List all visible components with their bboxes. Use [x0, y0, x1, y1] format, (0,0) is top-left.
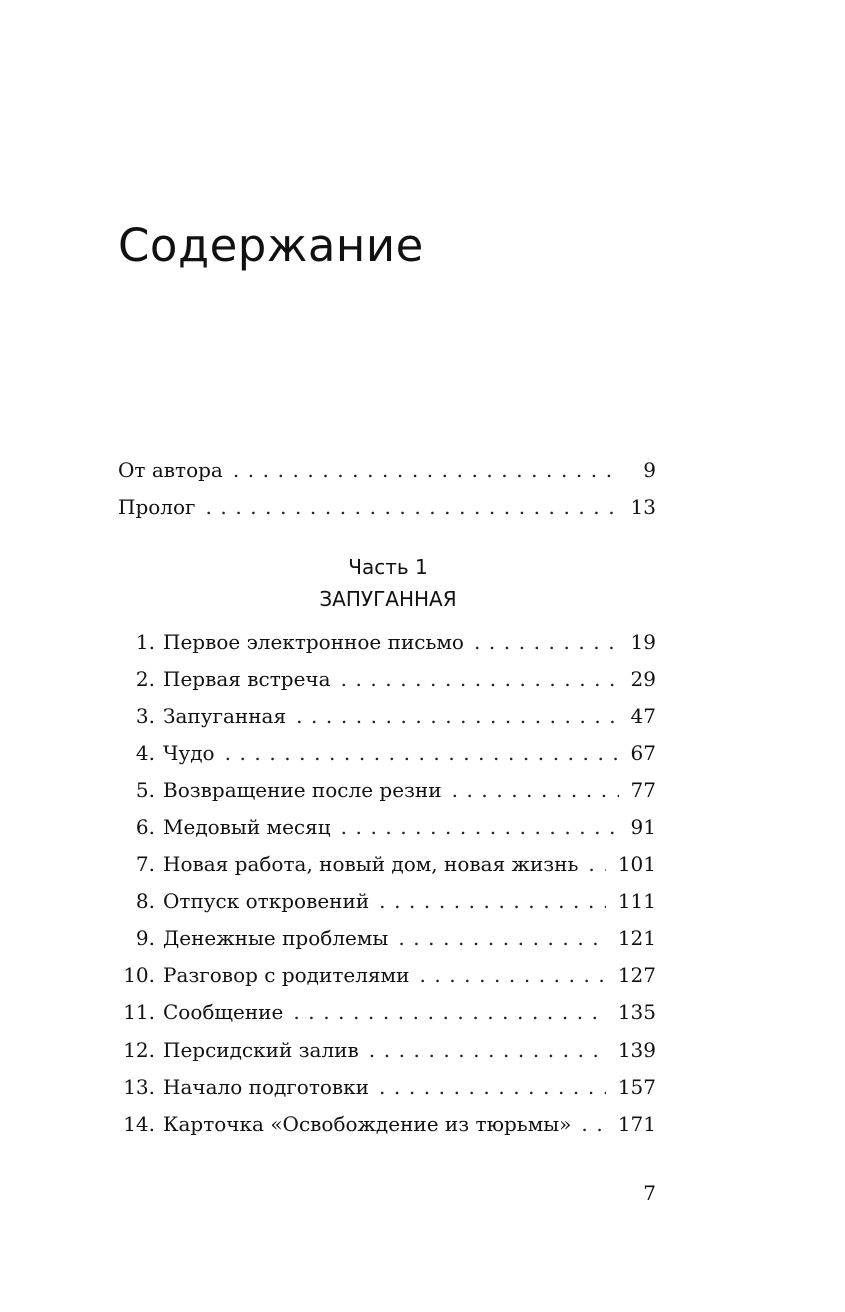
toc-chapter-11[interactable]: [118, 996, 656, 1028]
chapter-page: 135: [617, 1000, 656, 1024]
toc-chapter-4[interactable]: [118, 737, 656, 769]
chapter-number: 11.: [123, 1000, 155, 1024]
toc-chapter-8[interactable]: [118, 885, 656, 917]
chapter-number: 4.: [135, 741, 155, 765]
toc-leader-dots: [369, 1034, 606, 1066]
toc-chapter-5[interactable]: [118, 774, 656, 806]
chapter-number: 14.: [123, 1112, 155, 1136]
chapter-title: Чудо: [163, 741, 215, 765]
toc-leader-dots: [233, 454, 620, 486]
chapter-number: 8.: [135, 889, 155, 913]
toc-chapter-14[interactable]: [118, 1108, 656, 1140]
toc-entry-title: Пролог: [118, 495, 196, 519]
chapter-title: Отпуск откровений: [163, 889, 370, 913]
toc-leader-dots: [419, 959, 605, 991]
toc-entry-page: 9: [643, 458, 656, 482]
chapter-number: 3.: [135, 704, 155, 728]
toc-leader-dots: [206, 491, 619, 523]
chapter-page: 139: [617, 1038, 656, 1062]
chapter-title: Первое электронное письмо: [163, 630, 464, 654]
toc-chapter-13[interactable]: [118, 1071, 656, 1103]
chapter-page: 127: [617, 963, 656, 987]
toc-chapter-10[interactable]: [118, 959, 656, 991]
chapter-page: 157: [617, 1075, 656, 1099]
chapter-title: Сообщение: [163, 1000, 284, 1024]
chapter-number: 9.: [135, 926, 155, 950]
chapter-title: Медовый месяц: [163, 815, 331, 839]
chapter-number: 6.: [135, 815, 155, 839]
toc-entry-page: 13: [630, 495, 656, 519]
toc-entry-title: От автора: [118, 458, 223, 482]
chapter-title: Карточка «Освобождение из тюрьмы»: [163, 1112, 572, 1136]
toc-chapter-6[interactable]: [118, 811, 656, 843]
chapter-title: Возвращение после резни: [163, 778, 442, 802]
chapter-title: Разговор с родителями: [163, 963, 410, 987]
chapter-page: 111: [617, 889, 656, 913]
toc-leader-dots: [341, 663, 619, 695]
toc-leader-dots: [379, 885, 606, 917]
toc-entry-prologue[interactable]: [118, 491, 656, 523]
toc-leader-dots: [379, 1071, 606, 1103]
chapter-title: Запуганная: [163, 704, 287, 728]
chapter-page: 19: [630, 630, 656, 654]
page-title: Содержание: [118, 219, 424, 272]
chapter-number: 12.: [123, 1038, 155, 1062]
toc-leader-dots: [452, 774, 619, 806]
chapter-page: 77: [630, 778, 656, 802]
toc-chapter-9[interactable]: [118, 922, 656, 954]
chapter-page: 171: [617, 1112, 656, 1136]
toc-leader-dots: [398, 922, 605, 954]
toc-chapter-7[interactable]: [118, 848, 656, 880]
chapter-page: 121: [617, 926, 656, 950]
chapter-page: 101: [617, 852, 656, 876]
part-label: Часть 1: [348, 555, 428, 579]
toc-chapter-12[interactable]: [118, 1034, 656, 1066]
toc-chapter-2[interactable]: [118, 663, 656, 695]
toc-entry-author-note[interactable]: [118, 454, 656, 486]
chapter-number: 7.: [135, 852, 155, 876]
chapter-title: Начало подготовки: [163, 1075, 370, 1099]
toc-leader-dots: [581, 1108, 605, 1140]
toc-leader-dots: [474, 626, 619, 658]
chapter-title: Новая работа, новый дом, новая жизнь: [163, 852, 579, 876]
part-name: ЗАПУГАННАЯ: [319, 587, 457, 611]
chapter-title: Первая встреча: [163, 667, 331, 691]
toc-chapter-3[interactable]: [118, 700, 656, 732]
chapter-title: Денежные проблемы: [163, 926, 389, 950]
chapter-page: 47: [630, 704, 656, 728]
page-number: 7: [643, 1181, 656, 1205]
chapter-number: 10.: [123, 963, 155, 987]
chapter-page: 91: [630, 815, 656, 839]
chapter-number: 1.: [135, 630, 155, 654]
chapter-number: 2.: [135, 667, 155, 691]
chapter-number: 5.: [135, 778, 155, 802]
chapter-number: 13.: [123, 1075, 155, 1099]
toc-leader-dots: [588, 848, 605, 880]
toc-leader-dots: [225, 737, 619, 769]
chapter-title: Персидский залив: [163, 1038, 359, 1062]
toc-leader-dots: [293, 996, 605, 1028]
chapter-page: 67: [630, 741, 656, 765]
chapter-page: 29: [630, 667, 656, 691]
toc-leader-dots: [296, 700, 618, 732]
toc-leader-dots: [341, 811, 619, 843]
toc-chapter-1[interactable]: [118, 626, 656, 658]
